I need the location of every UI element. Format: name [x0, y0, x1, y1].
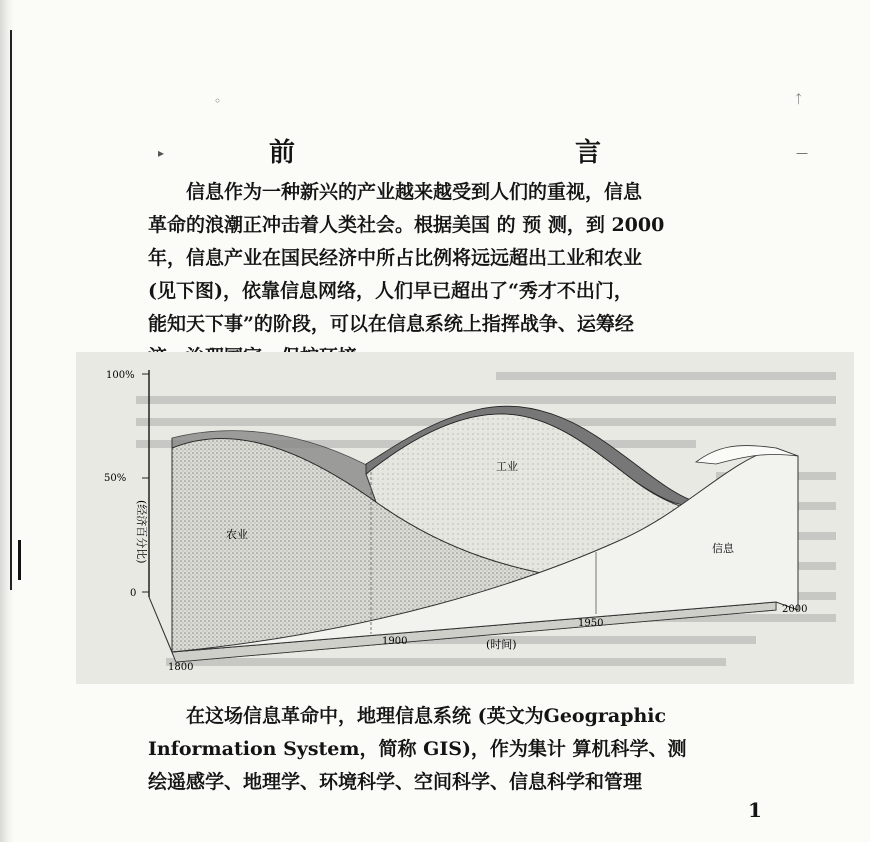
x-axis-label: (时间)	[486, 638, 517, 651]
scan-speck: —	[796, 146, 808, 160]
paragraph-line: Information System，简称 GIS)，作为集计 算机科学、测	[148, 738, 687, 760]
information-label: 信息	[712, 542, 734, 555]
paragraph-line: 能知天下事”的阶段，可以在信息系统上指挥战争、运筹经	[148, 313, 634, 335]
paragraph-line: 革命的浪潮正冲击着人类社会。根据美国 的 预 测，到 2000	[148, 214, 665, 236]
scan-speck: ᛏ	[795, 92, 803, 106]
x-tick-label: 2000	[782, 604, 808, 615]
paragraph-line: 信息作为一种新兴的产业越来越受到人们的重视，信息	[186, 181, 643, 203]
y-tick-label: 100%	[106, 370, 135, 381]
binding-edge	[10, 30, 12, 590]
industry-label: 工业	[496, 460, 518, 473]
scan-speck: ▸	[158, 146, 165, 160]
page-number: 1	[748, 798, 762, 822]
agriculture-label: 农业	[226, 528, 248, 541]
y-tick-label: 0	[130, 588, 137, 599]
paragraph-line: 绘遥感学、地理学、环境科学、空间科学、信息科学和管理	[148, 771, 643, 793]
paragraph-line: 在这场信息革命中，地理信息系统 (英文为Geographic	[186, 705, 667, 727]
paragraph-line: (见下图)，依靠信息网络，人们早已超出了“秀才不出门，	[148, 280, 633, 302]
x-tick-label: 1900	[382, 636, 408, 647]
intro-paragraph	[148, 176, 808, 374]
binding-mark	[18, 540, 21, 580]
x-tick-label: 1800	[168, 662, 194, 673]
economy-share-figure	[76, 352, 854, 684]
paragraph-line: 年，信息产业在国民经济中所占比例将远远超出工业和农业	[148, 247, 643, 269]
closing-paragraph	[148, 700, 808, 799]
y-tick-label: 50%	[104, 473, 127, 484]
y-axis-label: (经济百分比)	[135, 500, 148, 564]
page-title: 前 言	[268, 138, 677, 168]
x-tick-label: 1950	[578, 618, 604, 629]
scan-speck: ◦	[214, 94, 222, 108]
